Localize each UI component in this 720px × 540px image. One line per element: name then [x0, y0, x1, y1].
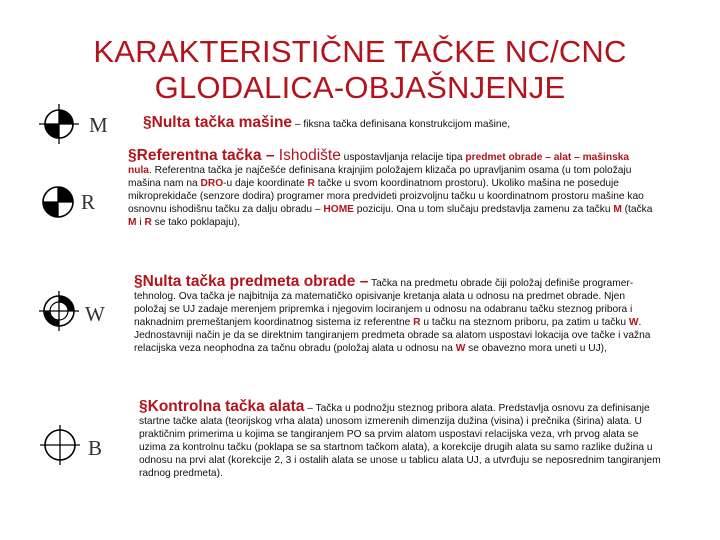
wp-text-3: . Jednostavniji način je da se direktnim tangiranjem predmeta obrade sa alatom uspostavi lokacija ove tačke i važna relacijska veza neophodna za tačnu obradu (položaj alata u odnosu na — [134, 316, 651, 354]
bullet: § — [143, 114, 152, 131]
heading-reference-plain: Ishodište — [278, 147, 341, 164]
text-tool-control-point: – Tačka u podnožju steznog pribora alata. Predstavlja osnovu za definisanje startne tačke alata (teorijskog vrha alata) unosom izmerenih dimenzija dužina (visina) i prečnika (širina) alata. U praktičnim primerima u kojima se tangiranjem PO sa prvim alatom uspostavi relacijska veza, vrh prvog alata se uzima za kontrolnu tačku (poklapa se sa startnom tačkom alata), a korekcije drugih alata su samo razlike dužina u odnosu na prvi alat (korekcije 2, 3 i ostalih alata se unose u tablicu alata UJ, a utvrđuju se neposrednim tangiranjem radnog predmeta). — [139, 403, 661, 479]
section-tool-control-point — [139, 398, 662, 480]
heading-workpiece-zero: Nulta tačka predmeta obrade – — [142, 273, 369, 290]
ref-key-6: M — [613, 203, 622, 215]
bullet: § — [128, 147, 137, 164]
ref-text-5: poziciju. Ona u tom slučaju predstavlja zamenu za tačku — [353, 203, 614, 215]
machine-zero-point-icon — [37, 102, 81, 146]
wp-text-4: se obavezno mora uneti u UJ), — [465, 342, 607, 354]
ref-key-3: DRO — [200, 177, 224, 189]
page-title — [0, 34, 720, 106]
section-machine-zero — [143, 114, 583, 132]
section-workpiece-zero — [134, 273, 658, 355]
control-point-icon — [38, 423, 82, 467]
ref-text-4: tačke u svom koordinatnom prostoru). Ukoliko mašina ne poseduje mikroprekidače (senzore dodira) programer mora predvideti proizvoljnu tačku u koordinatnom prostoru mašine kao osnovnu ishodišnu tačku za dalju obradu – — [128, 177, 644, 215]
heading-reference-point: Referentna tačka – — [136, 147, 279, 164]
machine-zero-letter: M — [89, 113, 108, 137]
ref-key-4: R — [307, 177, 315, 189]
section-reference-point — [128, 147, 653, 229]
ref-text-2: . Referentna tačka je najčešće definisana krajnjim položajem klizača po upravljanim osama (u tom položaju mašina nam na — [128, 164, 632, 189]
reference-point-icon — [36, 180, 80, 224]
title-line-2: GLODALICA-OBJAŠNJENJE — [154, 70, 566, 105]
ref-key-1: predmet obrade – alat — [465, 152, 572, 163]
ref-key-8: R — [144, 216, 152, 228]
ref-text-3: -u daje koordinate — [223, 177, 308, 189]
ref-text-7: i — [136, 216, 145, 228]
workpiece-zero-point-icon — [37, 289, 81, 333]
bullet: § — [139, 398, 148, 415]
ref-text-6: (tačka — [621, 203, 653, 215]
ref-key-2: – mašinska nula — [128, 152, 630, 176]
workpiece-zero-letter: W — [85, 302, 105, 326]
heading-tool-control-point: Kontrolna tačka alata — [147, 398, 305, 415]
title-line-1: KARAKTERISTIČNE TAČKE NC/CNC — [93, 34, 627, 69]
control-point-letter: B — [88, 436, 103, 460]
wp-text-2: u tačku na steznom priboru, pa zatim u tačku — [420, 316, 629, 328]
heading-machine-zero: Nulta tačka mašine — [151, 114, 293, 131]
ref-key-7: M — [128, 216, 137, 228]
ref-text-8: se tako poklapaju), — [151, 216, 241, 228]
reference-point-letter: R — [81, 190, 96, 214]
wp-text-1: Tačka na predmetu obrade čiji položaj definiše programer-tehnolog. Ova tačka je najbitnija za matematičko opisivanje kretanja alata u odnosu na predmet obrade. Njen položaj se UJ zadaje merenjem pripremka i njegovim lociranjem u odnosu na odabranu tačku steznog pribora i naknadnim premeštanjem koordinatnog sistema iz referentne — [134, 278, 634, 328]
ref-text-1: uspostavljanja relacije tipa — [340, 152, 466, 163]
ref-key-5: HOME — [323, 203, 354, 215]
wp-key-1: R — [413, 316, 421, 328]
bullet: § — [134, 273, 143, 290]
text-machine-zero: – fiksna tačka definisana konstrukcijom mašine, — [292, 119, 511, 130]
wp-key-3: W — [455, 342, 466, 354]
wp-key-2: W — [628, 316, 639, 328]
